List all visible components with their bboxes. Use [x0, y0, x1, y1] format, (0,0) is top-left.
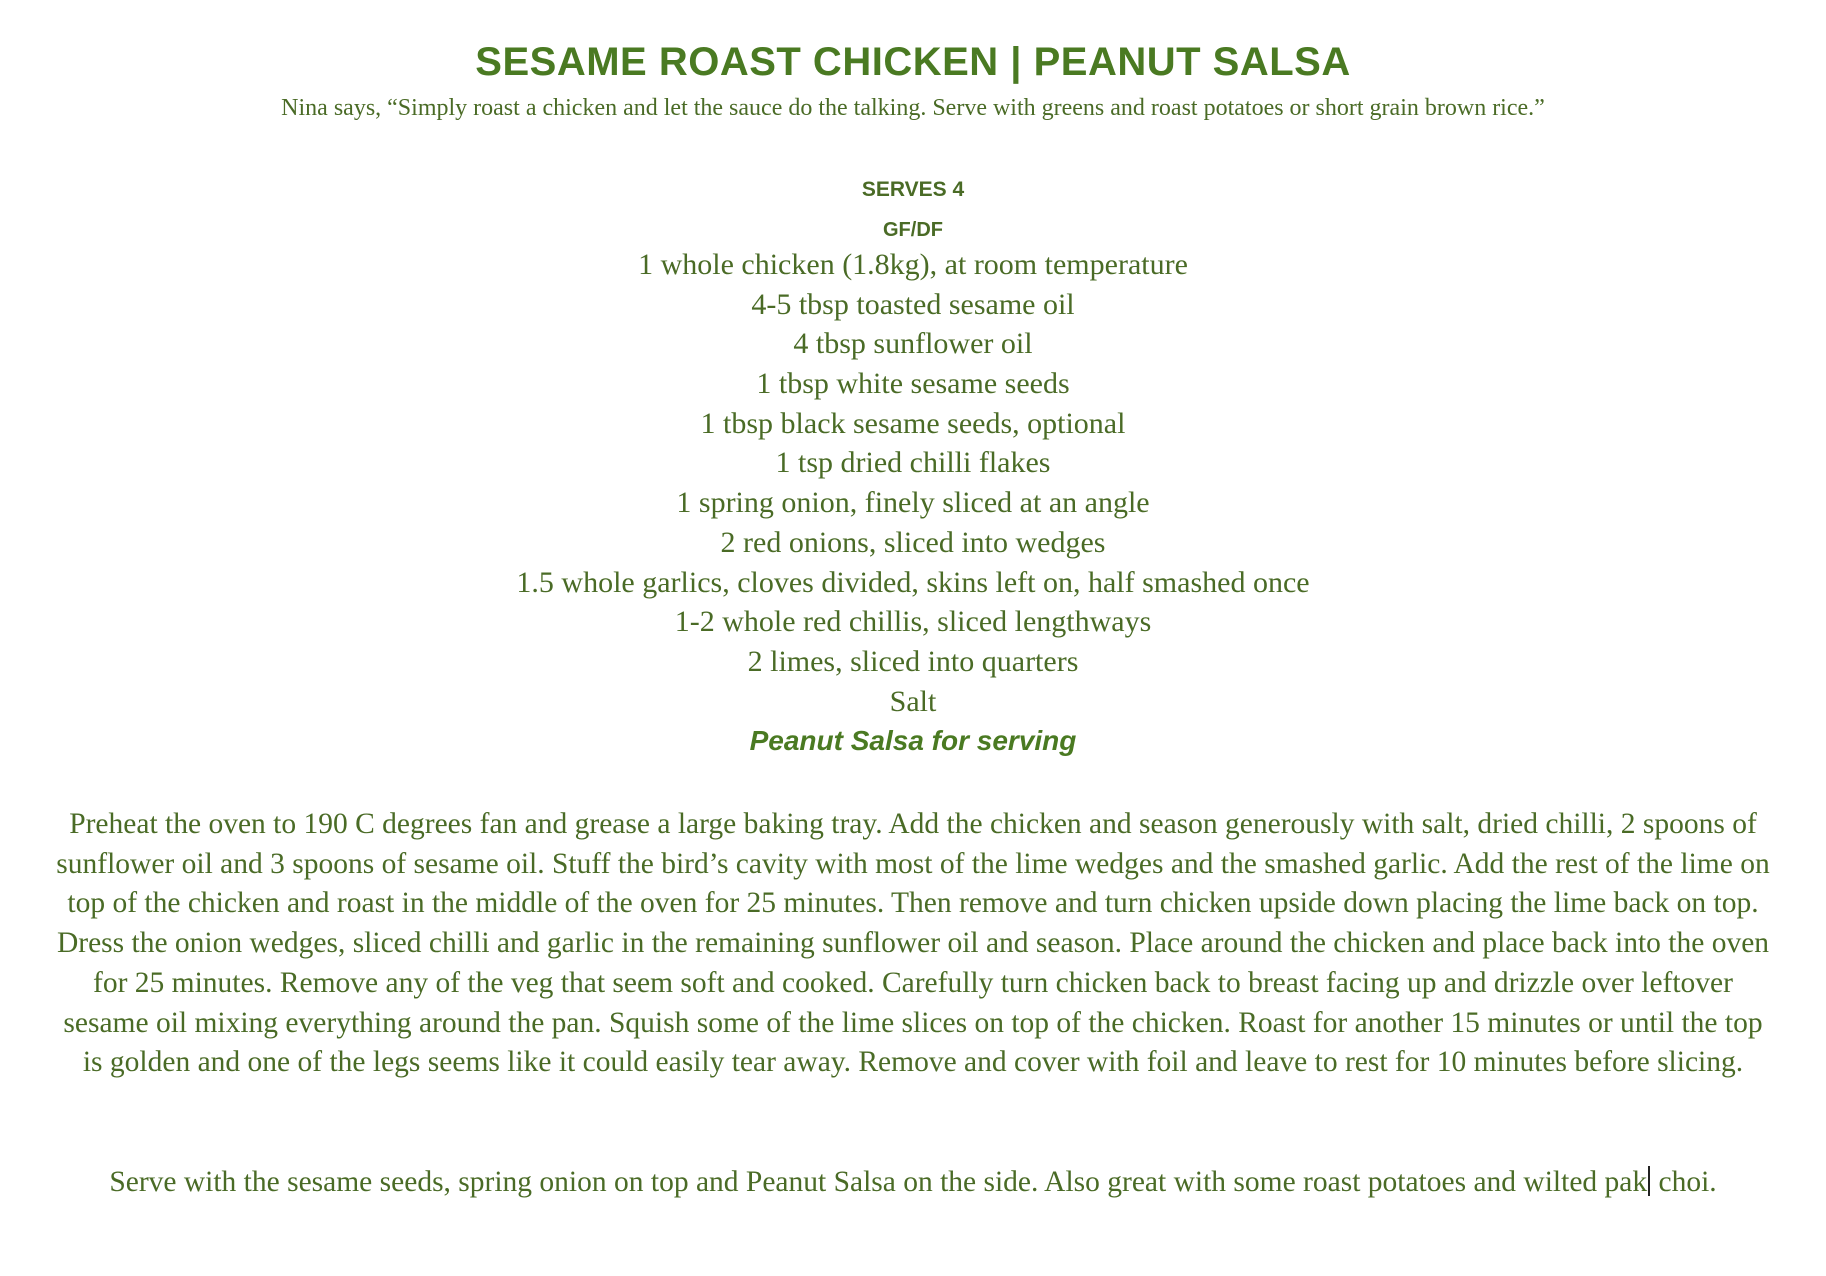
ingredient-item[interactable]: 1 tsp dried chilli flakes — [775, 446, 1051, 480]
dietary-label[interactable]: GF/DF — [883, 219, 943, 241]
text-cursor — [1648, 1166, 1650, 1196]
serving-text-start[interactable]: Serve with the sesame seeds, spring onion on top and Peanut Salsa on the side. Also great with some roast potatoes and wilted pak — [109, 1166, 1648, 1198]
ingredient-item[interactable]: 1-2 whole red chillis, sliced lengthways — [674, 605, 1152, 639]
ingredient-item[interactable]: 1 tbsp black sesame seeds, optional — [700, 406, 1126, 440]
ingredient-item[interactable]: 1 tbsp white sesame seeds — [756, 367, 1070, 401]
ingredient-item[interactable]: Salt — [889, 684, 937, 718]
serving-note[interactable]: Peanut Salsa for serving — [749, 725, 1077, 756]
recipe-quote[interactable]: Nina says, “Simply roast a chicken and let the sauce do the talking. Serve with greens and roast potatoes or short grain brown rice.” — [281, 95, 1545, 121]
ingredient-item[interactable]: 1 spring onion, finely sliced at an angle — [676, 486, 1150, 520]
ingredient-item[interactable]: 1.5 whole garlics, cloves divided, skins left on, half smashed once — [516, 565, 1310, 599]
ingredient-item[interactable]: 2 red onions, sliced into wedges — [720, 525, 1106, 559]
serving-paragraph[interactable] — [50, 1163, 1776, 1203]
ingredient-item[interactable]: 1 whole chicken (1.8kg), at room temperature — [638, 248, 1188, 281]
ingredient-item[interactable]: 2 limes, sliced into quarters — [747, 644, 1079, 678]
serves-label[interactable]: SERVES 4 — [861, 178, 965, 201]
ingredient-item[interactable]: 4 tbsp sunflower oil — [793, 327, 1033, 361]
ingredient-item[interactable]: 4-5 tbsp toasted sesame oil — [751, 287, 1075, 321]
recipe-title[interactable]: SESAME ROAST CHICKEN | PEANUT SALSA — [475, 40, 1351, 84]
ingredient-list — [0, 245, 1826, 721]
serving-text-end[interactable]: choi. — [1651, 1166, 1717, 1198]
method-paragraph[interactable]: Preheat the oven to 190 C degrees fan and grease a large baking tray. Add the chicken and season generously with salt, dried chilli, 2 spoons of sunflower oil and 3 spoons of sesame oil. Stuff the bird’s cavity with most of the lime wedges and the smashed garlic. Add the rest of the lime on top of the chicken and roast in the middle of the oven for 25 minutes. Then remove and turn chicken upside down placing the lime back on top. Dress the onion wedges, sliced chilli and garlic in the remaining sunflower oil and season. Place around the chicken and place back into the oven for 25 minutes. Remove any of the veg that seem soft and cooked. Carefully turn chicken back to breast facing up and drizzle over leftover sesame oil mixing everything around the pan. Squish some of the lime slices on top of the chicken. Roast for another 15 minutes or until the top is golden and one of the legs seems like it could easily tear away. Remove and cover with foil and leave to rest for 10 minutes before slicing. — [56, 808, 1770, 1079]
